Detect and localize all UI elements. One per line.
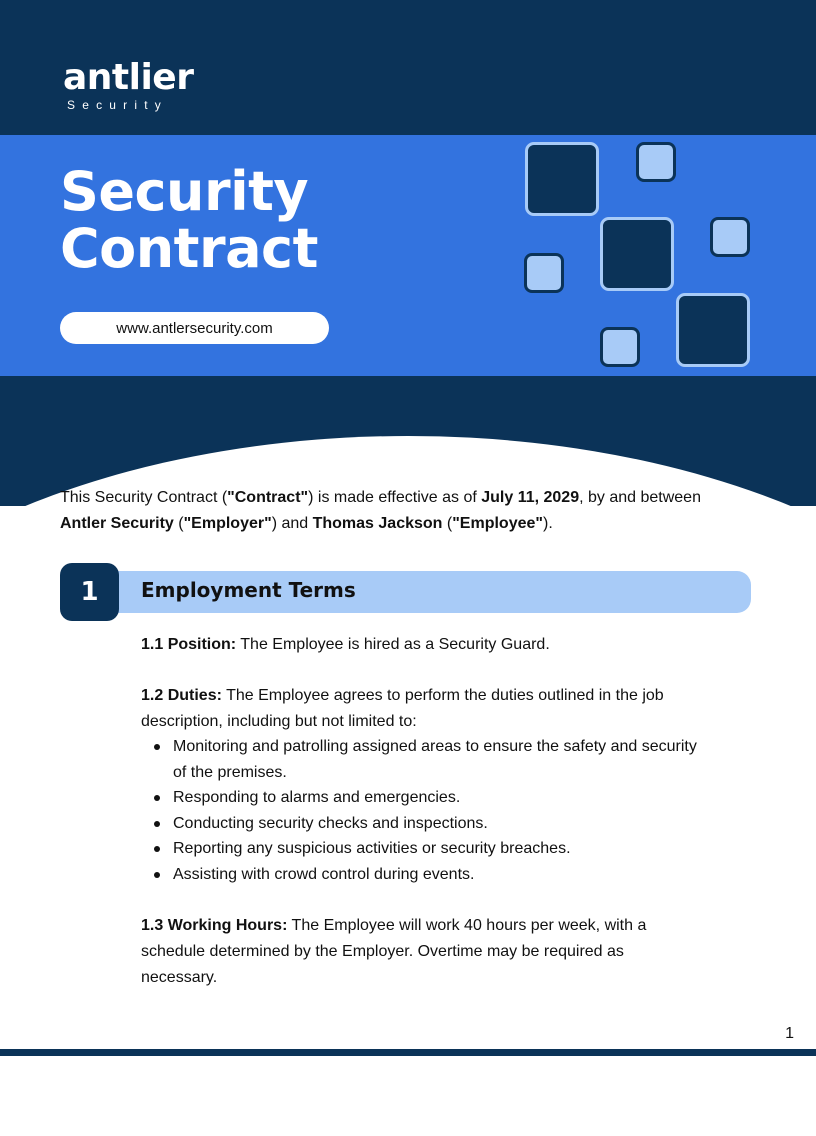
list-item: Reporting any suspicious activities or security breaches. [141, 836, 701, 862]
employee-term: "Employee" [452, 515, 543, 532]
contract-term: "Contract" [227, 489, 309, 506]
clause-working-hours: 1.3 Working Hours: The Employee will work 40 hours per week, with a schedule determined by the Employer. Overtime may be required as necessary. [141, 917, 647, 986]
section-number: 1 [60, 563, 119, 621]
employer-name: Antler Security [60, 515, 174, 532]
page-number: 1 [785, 1025, 794, 1042]
effective-date: July 11, 2029 [481, 489, 580, 506]
clause-position: 1.1 Position: The Employee is hired as a Security Guard. [141, 636, 550, 653]
decorative-square [524, 253, 564, 293]
website-url[interactable]: www.antlersecurity.com [60, 312, 329, 344]
clause-duties: 1.2 Duties: The Employee agrees to perform the duties outlined in the job description, including but not limited to: [141, 687, 664, 730]
employer-term: "Employer" [183, 515, 272, 532]
decorative-square [676, 293, 750, 367]
hero-banner [0, 135, 816, 376]
decorative-square [600, 217, 674, 291]
clause-label: 1.1 Position: [141, 636, 237, 653]
list-item: Assisting with crowd control during events. [141, 862, 701, 888]
duties-list [141, 734, 701, 887]
clause-label: 1.3 Working Hours: [141, 917, 288, 934]
logo-subtitle: Security [67, 98, 168, 112]
intro-paragraph: This Security Contract ("Contract") is made effective as of July 11, 2029, by and between Antler Security ("Employer") and Thomas Jackson ("Employee"). [60, 489, 701, 532]
logo-wordmark: antlier [63, 57, 194, 98]
title-line-1: Security [60, 160, 309, 223]
company-logo [63, 58, 193, 112]
employee-name: Thomas Jackson [312, 515, 443, 532]
title-line-2: Contract [60, 217, 318, 280]
clause-label: 1.2 Duties: [141, 687, 222, 704]
decorative-square [710, 217, 750, 257]
document-title [60, 160, 318, 280]
list-item: Monitoring and patrolling assigned areas to ensure the safety and security of the premises. [141, 734, 701, 785]
list-item: Conducting security checks and inspections. [141, 811, 701, 837]
list-item: Responding to alarms and emergencies. [141, 785, 701, 811]
footer-band [0, 1049, 816, 1056]
section-title: Employment Terms [141, 578, 356, 602]
decorative-square [636, 142, 676, 182]
decorative-square [600, 327, 640, 367]
decorative-square [525, 142, 599, 216]
